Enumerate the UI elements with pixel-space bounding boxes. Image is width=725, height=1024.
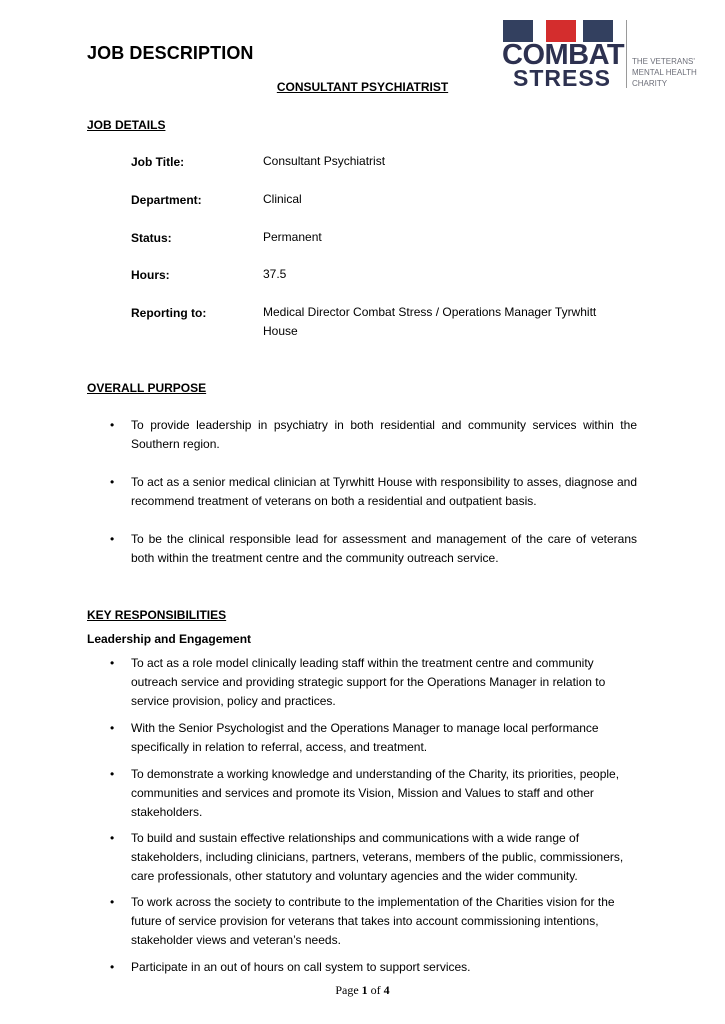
page-of: of <box>370 983 381 997</box>
department-value: Clinical <box>263 192 302 206</box>
bullet-icon: • <box>110 831 115 845</box>
bullet-icon: • <box>110 475 115 489</box>
responsibility-item-3: To demonstrate a working knowledge and understanding of the Charity, its priorities, people, communities and services and promote its Vision, Mission and Values to staff and other stakeholders. <box>131 767 620 819</box>
bullet-icon: • <box>110 895 115 909</box>
page-total: 4 <box>383 983 390 997</box>
bullet-icon: • <box>110 767 115 781</box>
logo-tagline-line-2: MENTAL HEALTH <box>632 68 697 77</box>
logo-word-combat: COMBAT <box>502 39 625 71</box>
responsibility-item-6: Participate in an out of hours on call system to support services. <box>131 960 471 974</box>
bullet-icon: • <box>110 418 115 432</box>
reporting-to-label: Reporting to: <box>131 306 207 320</box>
bullet-icon: • <box>110 721 115 735</box>
leadership-subheading: Leadership and Engagement <box>87 632 252 646</box>
overall-purpose-heading: OVERALL PURPOSE <box>87 381 207 395</box>
reporting-to-value: Medical Director Combat Stress / Operations Manager Tyrwhitt House <box>263 305 597 338</box>
page-prefix: Page <box>335 983 359 997</box>
responsibility-item-2: With the Senior Psychologist and the Operations Manager to manage local performance specifically in relation to referral, access, and treatment. <box>131 721 599 754</box>
responsibility-item-4: To build and sustain effective relationships and communications with a wide range of stakeholders, including clinicians, partners, veterans, members of the public, commissioners, care professionals, other statutory and voluntary agencies and the wider community. <box>131 831 624 883</box>
responsibility-item-1: To act as a role model clinically leading staff within the treatment centre and community outreach service and providing strategic support for the Operations Manager in relation to service provision, policy and practices. <box>131 656 606 708</box>
bullet-icon: • <box>110 656 115 670</box>
bullet-icon: • <box>110 532 115 546</box>
logo-tagline-line-3: CHARITY <box>632 79 668 88</box>
purpose-item-1: To provide leadership in psychiatry in both residential and community services within the Southern region. <box>131 418 637 451</box>
job-subtitle: CONSULTANT PSYCHIATRIST <box>276 80 449 94</box>
department-label: Department: <box>131 193 202 207</box>
page-number <box>0 983 725 998</box>
responsibility-item-5: To work across the society to contribute to the implementation of the Charities vision for the future of service provision for veterans that takes into account commissioning intentions, stakeholder views and veteran’s needs. <box>131 895 615 947</box>
job-title-label: Job Title: <box>131 155 185 169</box>
hours-label: Hours: <box>131 268 170 282</box>
purpose-item-3: To be the clinical responsible lead for assessment and management of the care of veterans both within the treatment centre and the community outreach service. <box>131 532 637 565</box>
job-title-value: Consultant Psychiatrist <box>263 154 386 168</box>
logo-tagline-line-1: THE VETERANS' <box>632 57 695 66</box>
status-value: Permanent <box>263 230 322 244</box>
page-current: 1 <box>361 983 368 997</box>
logo-word-stress: STRESS <box>513 65 612 91</box>
logo-divider <box>626 20 627 88</box>
purpose-item-2: To act as a senior medical clinician at Tyrwhitt House with responsibility to asses, diagnose and recommend treatment of veterans on both a residential and outpatient basis. <box>131 475 637 508</box>
bullet-icon: • <box>110 960 115 974</box>
hours-value: 37.5 <box>263 267 287 281</box>
status-label: Status: <box>131 231 172 245</box>
key-responsibilities-heading: KEY RESPONSIBILITIES <box>87 608 227 622</box>
document-title: JOB DESCRIPTION <box>87 43 254 63</box>
job-details-heading: JOB DETAILS <box>87 118 166 132</box>
